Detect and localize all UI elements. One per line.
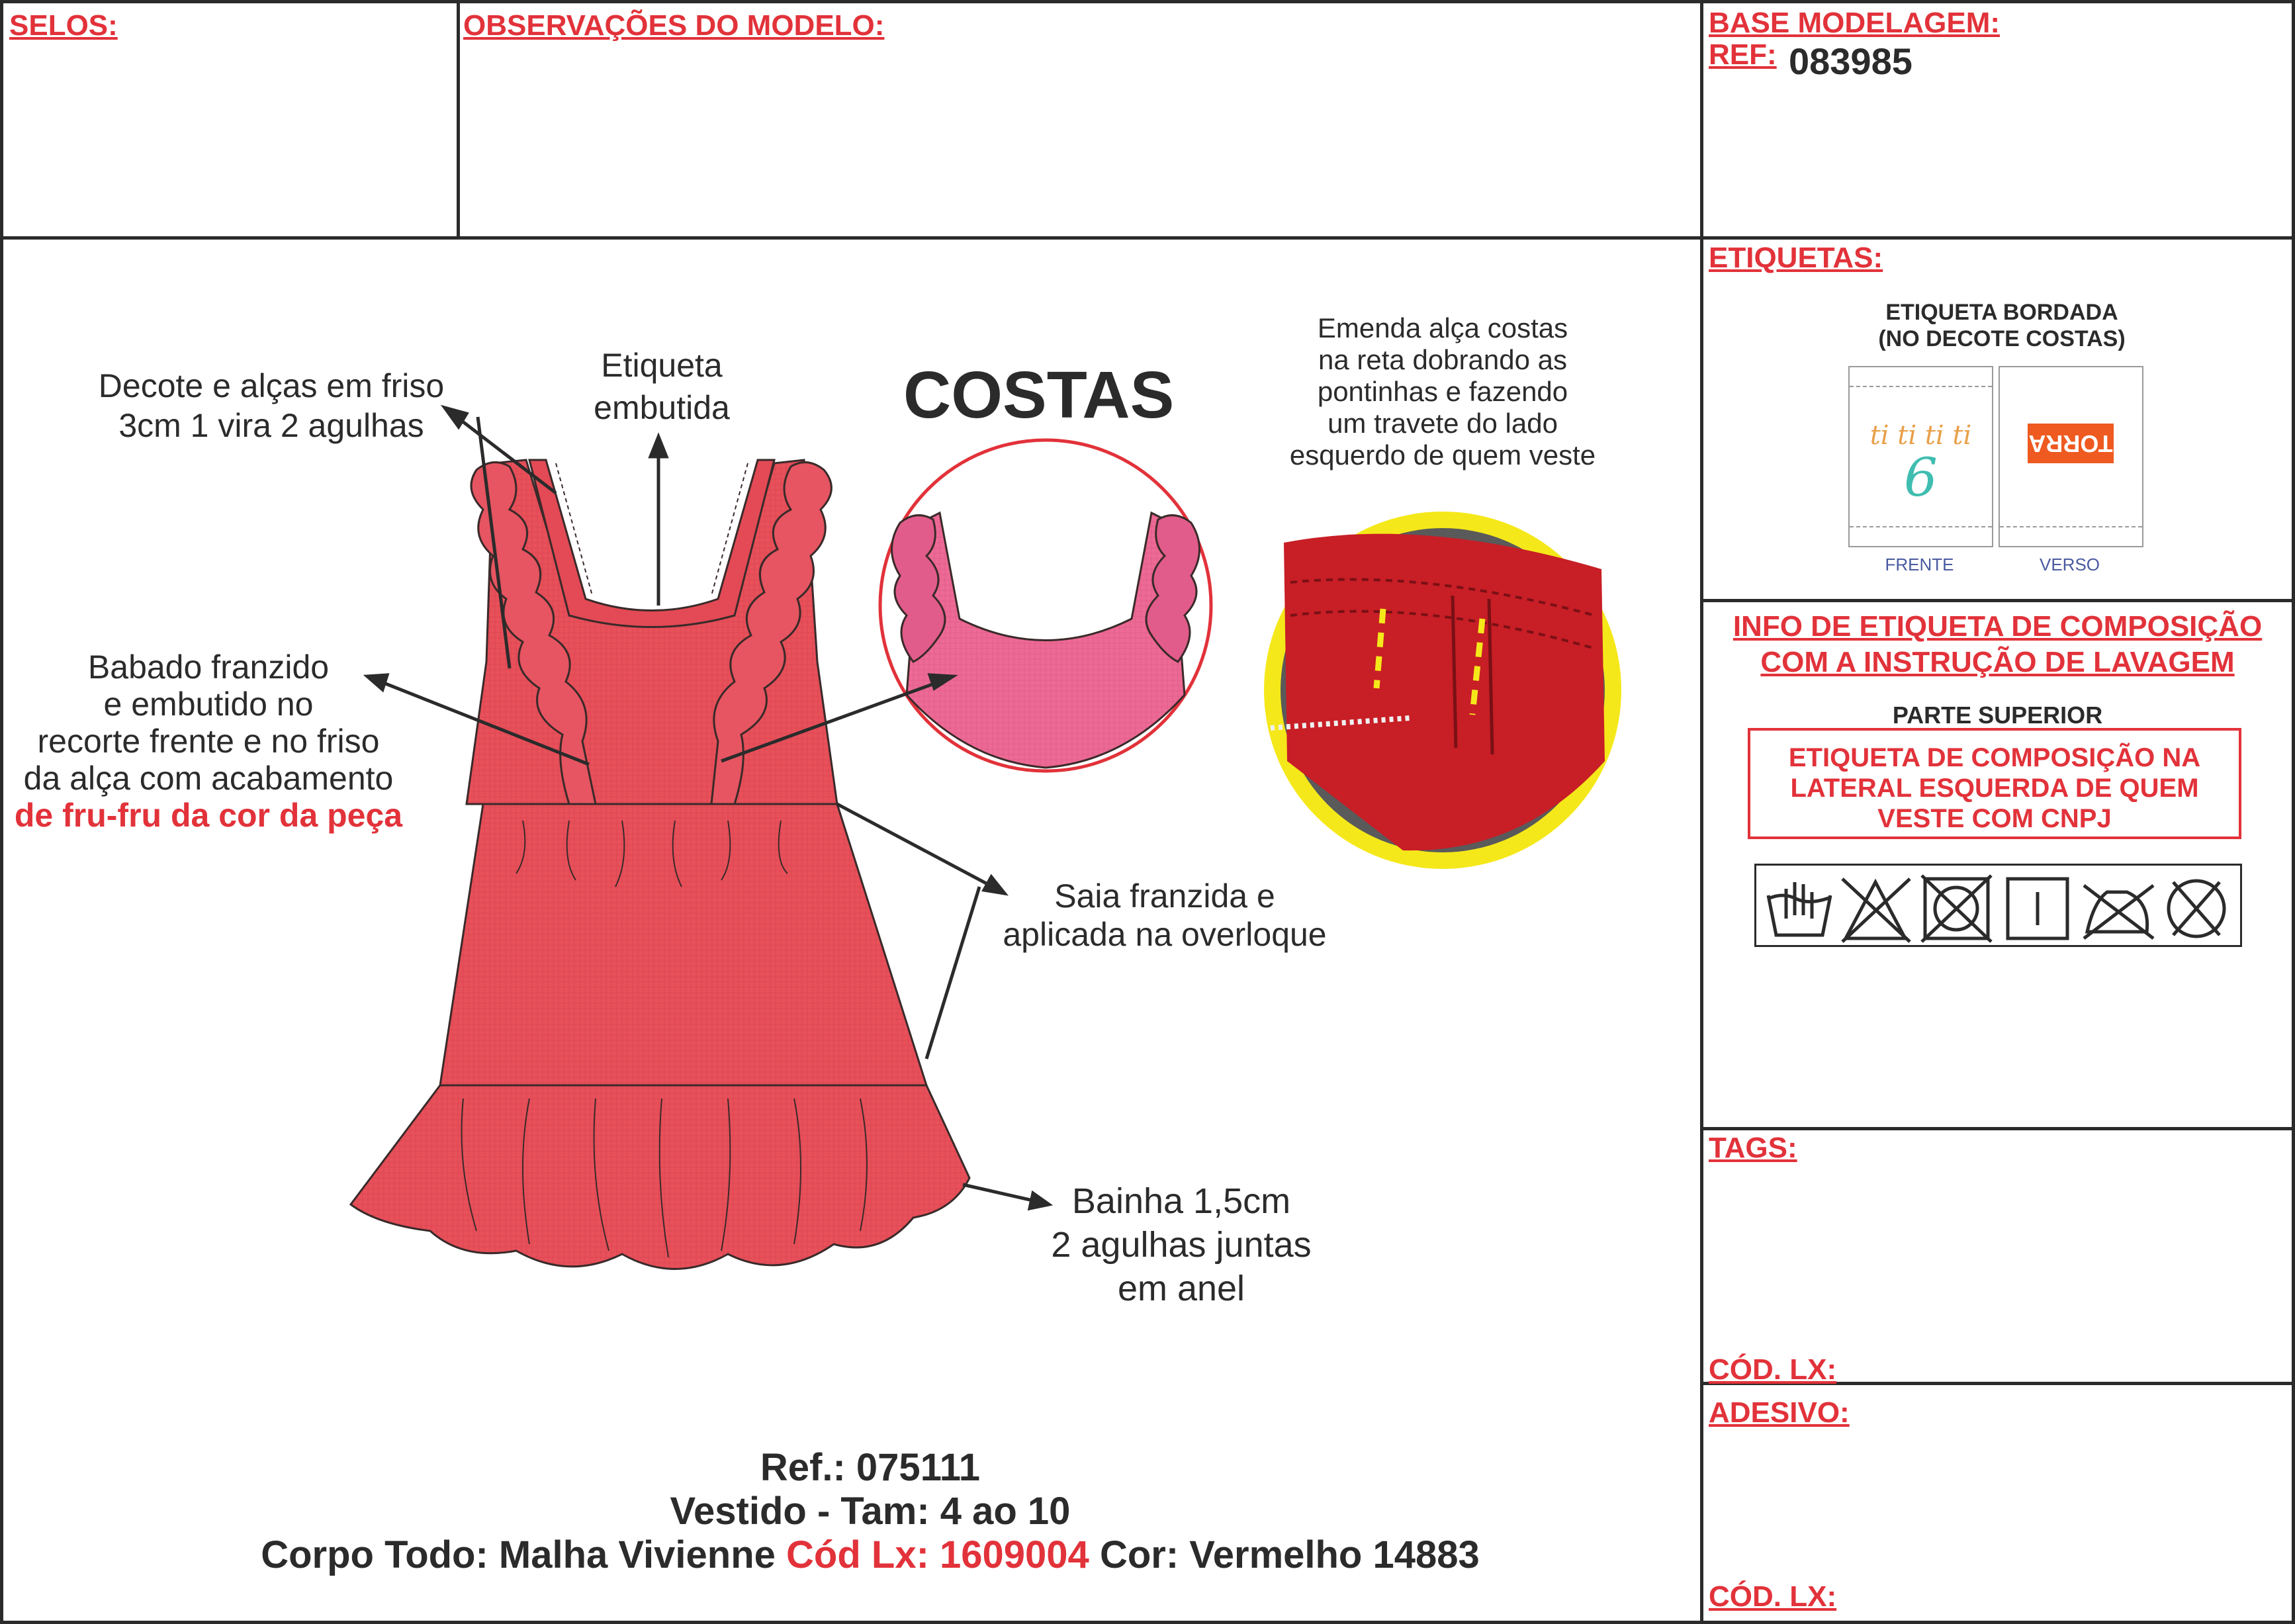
- label-back-brand: TORRA: [2028, 424, 2114, 463]
- tags-label: TAGS:: [1709, 1132, 1797, 1164]
- note-etiqueta-line1: Etiqueta: [601, 347, 723, 384]
- hand-wash-icon: [1768, 882, 1830, 935]
- note-babado-line4: da alça com acabamento: [23, 760, 394, 797]
- label-front-stitch-top: [1850, 386, 1992, 387]
- frente-label: FRENTE: [1885, 555, 1954, 574]
- label-front: [1848, 366, 1993, 547]
- note-decote-line2: 3cm 1 vira 2 agulhas: [118, 407, 424, 444]
- note-emenda-line2: na reta dobrando as: [1318, 344, 1567, 375]
- etiqueta-bordada-line1: ETIQUETA BORDADA: [1885, 300, 2118, 325]
- fabric-prefix: Corpo Todo: Malha Vivienne: [261, 1533, 776, 1576]
- line-dry-icon: [2008, 879, 2067, 938]
- note-bainha-line3: em anel: [1117, 1269, 1245, 1308]
- adesivo-label: ADESIVO:: [1709, 1396, 1850, 1429]
- tags-cod-lx-label: CÓD. LX:: [1709, 1353, 1837, 1386]
- note-saia-line2: aplicada na overloque: [1003, 916, 1327, 953]
- note-emenda-line5: esquerdo de quem veste: [1289, 439, 1596, 471]
- note-emenda-line1: Emenda alça costas: [1317, 312, 1568, 343]
- note-decote: [73, 366, 470, 445]
- verso-label: VERSO: [2039, 555, 2100, 574]
- etiquetas-label: ETIQUETAS:: [1709, 242, 1883, 274]
- base-modelagem-label: BASE MODELAGEM:: [1709, 7, 2000, 39]
- note-saia: [986, 877, 1343, 954]
- note-babado-line3: recorte frente e no friso: [37, 723, 380, 760]
- composicao-line1: ETIQUETA DE COMPOSIÇÃO NA: [1788, 743, 2201, 772]
- label-front-stitch-bottom: [1850, 526, 1992, 527]
- note-emenda-line4: um travete do lado: [1328, 408, 1558, 439]
- selos-label: SELOS:: [9, 9, 118, 42]
- product-name: Vestido - Tam: 4 ao 10: [670, 1490, 1071, 1533]
- note-emenda: [1257, 312, 1628, 471]
- etiqueta-bordada: [1826, 299, 2177, 352]
- fabric-color: Cor: Vermelho 14883: [1099, 1533, 1480, 1576]
- composicao-line3: VESTE COM CNPJ: [1877, 804, 2112, 833]
- product-info: [199, 1446, 1542, 1577]
- note-bainha-line1: Bainha 1,5cm: [1071, 1181, 1291, 1221]
- fabric-cod-lx: Cód Lx: 1609004: [786, 1533, 1089, 1576]
- note-babado: [7, 649, 410, 834]
- note-babado-line1: Babado franzido: [87, 649, 330, 686]
- ref-label: REF:: [1709, 38, 1777, 71]
- note-etiqueta: [562, 344, 761, 429]
- care-symbols-svg: [1756, 866, 2244, 949]
- adesivo-cod-lx-label: CÓD. LX:: [1709, 1580, 1837, 1613]
- no-bleach-icon: [1842, 879, 1910, 942]
- note-bainha-line2: 2 agulhas juntas: [1051, 1225, 1312, 1265]
- label-back: [1999, 366, 2143, 547]
- note-etiqueta-line2: embutida: [594, 389, 730, 426]
- no-iron-icon: [2084, 885, 2153, 938]
- label-back-stitch-bottom: [2000, 526, 2142, 527]
- care-symbols: [1754, 864, 2242, 947]
- composicao-box: [1748, 728, 2241, 839]
- note-babado-line2: e embutido no: [103, 686, 314, 723]
- product-fabric: [199, 1533, 1542, 1577]
- product-ref: Ref.: 075111: [760, 1446, 981, 1489]
- parte-superior: PARTE SUPERIOR: [1892, 701, 2103, 729]
- info-composicao-line1: INFO DE ETIQUETA DE COMPOSIÇÃO: [1732, 610, 2263, 643]
- observacoes-label: OBSERVAÇÕES DO MODELO:: [463, 9, 885, 42]
- info-composicao-title: [1703, 609, 2292, 680]
- note-emenda-line3: pontinhas e fazendo: [1317, 376, 1568, 407]
- note-bainha: [1032, 1179, 1330, 1310]
- label-front-brand: ti ti ti ti: [1869, 420, 1972, 451]
- costas-title: COSTAS: [903, 358, 1175, 432]
- ref-value: 083985: [1789, 40, 1912, 82]
- etiqueta-bordada-line2: (NO DECOTE COSTAS): [1878, 326, 2126, 351]
- composicao-line2: LATERAL ESQUERDA DE QUEM: [1790, 774, 2199, 803]
- note-decote-line1: Decote e alças em friso: [98, 367, 445, 404]
- info-composicao-line2: COM A INSTRUÇÃO DE LAVAGEM: [1760, 646, 2235, 678]
- note-babado-line5: de fru-fru da cor da peça: [14, 797, 403, 834]
- no-tumble-dry-icon: [1922, 876, 1991, 942]
- label-front-size: 6: [1904, 447, 1938, 508]
- note-saia-line1: Saia franzida e: [1054, 878, 1275, 915]
- no-dry-clean-icon: [2169, 881, 2224, 936]
